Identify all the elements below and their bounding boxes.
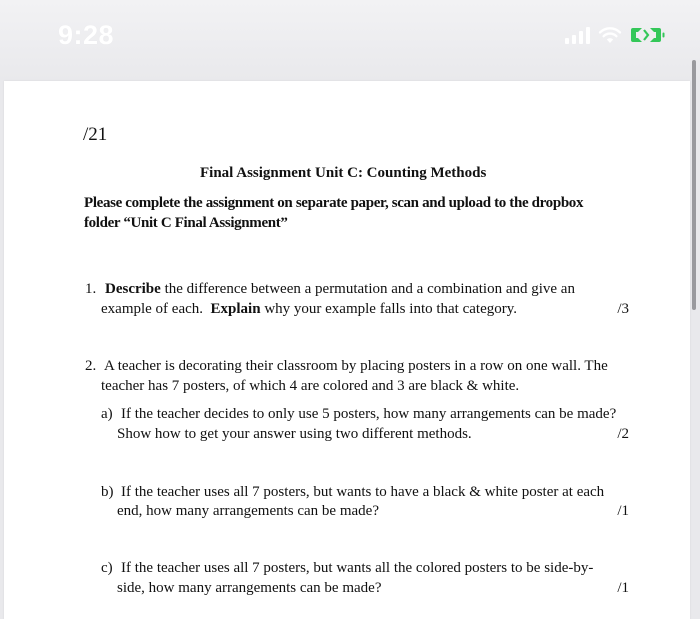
assignment-title: Final Assignment Unit C: Counting Methods: [200, 165, 487, 181]
question-1-number: 1.: [85, 281, 97, 297]
part-b-line-1: If the teacher uses all 7 posters, but wants to have a black & white poster at each: [121, 484, 605, 500]
status-bar: [0, 0, 700, 80]
part-b-label: b): [101, 484, 114, 500]
status-time: 9:28: [58, 20, 115, 50]
wifi-icon: [598, 26, 622, 44]
battery-icon: [630, 26, 666, 44]
part-a-line-2: Show how to get your answer using two different methods.: [117, 426, 472, 442]
part-c-marks: /1: [617, 580, 629, 596]
part-a-marks: /2: [617, 426, 629, 442]
question-2-stem-line-2: teacher has 7 posters, of which 4 are colored and 3 are black & white.: [101, 378, 520, 394]
vertical-scrollbar[interactable]: [692, 60, 696, 310]
part-b-line-2: end, how many arrangements can be made?: [117, 503, 379, 519]
question-2-stem-line-1: A teacher is decorating their classroom by placing posters in a row on one wall. The: [104, 358, 608, 374]
question-1-text-a: the difference between a permutation and a combination and give an: [160, 281, 575, 297]
status-icons: [565, 26, 666, 44]
part-c-label: c): [101, 560, 113, 576]
question-1-keyword-explain: Explain: [210, 301, 261, 317]
question-1-line-1: [105, 280, 575, 298]
question-1-line-2: [101, 300, 517, 318]
document-page: [4, 81, 690, 619]
part-c-line-2: side, how many arrangements can be made?: [117, 580, 382, 596]
part-a-label: a): [101, 406, 113, 422]
question-1-text-b: example of each.: [101, 301, 211, 317]
part-a-line-1: If the teacher decides to only use 5 posters, how many arrangements can be made?: [121, 406, 617, 422]
part-c-line-1: If the teacher uses all 7 posters, but wants all the colored posters to be side-by-: [121, 560, 594, 576]
signal-icon: [565, 26, 590, 44]
part-b-marks: /1: [617, 503, 629, 519]
instructions-line-2: folder “Unit C Final Assignment”: [84, 215, 288, 231]
question-2-number: 2.: [85, 358, 97, 374]
question-1-keyword-describe: Describe: [105, 281, 161, 297]
question-1-text-c: why your example falls into that category.: [260, 301, 518, 317]
instructions-line-1: Please complete the assignment on separate paper, scan and upload to the dropbox: [84, 195, 584, 211]
question-1-marks: /3: [617, 301, 629, 317]
score-total: /21: [83, 124, 108, 145]
